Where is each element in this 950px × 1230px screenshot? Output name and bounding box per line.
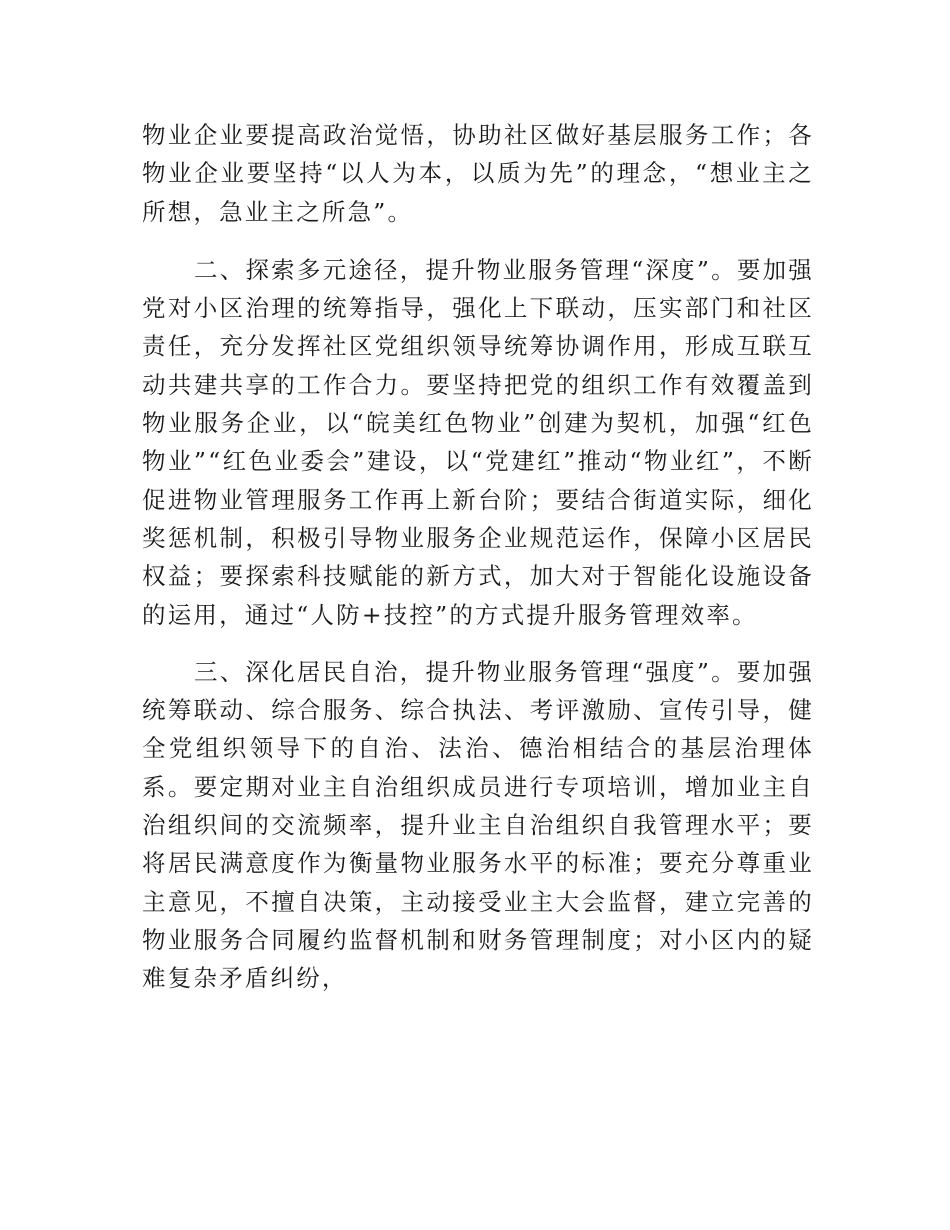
document-body <box>142 116 814 998</box>
paragraph-section-three: 三、深化居民自治，提升物业服务管理“强度”。要加强统筹联动、综合服务、综合执法、考评激励、宣传引导，健全党组织领导下的自治、法治、德治相结合的基层治理体系。要定期对业主自治组织成员进行专项培训，增加业主自治组织间的交流频率，提升业主自治组织自我管理水平；要将居民满意度作为衡量物业服务水平的标准；要充分尊重业主意见，不擅自决策，主动接受业主大会监督，建立完善的物业服务合同履约监督机制和财务管理制度；对小区内的疑难复杂矛盾纠纷， <box>142 657 814 993</box>
paragraph-intro-continued: 物业企业要提高政治觉悟，协助社区做好基层服务工作；各物业企业要坚持“以人为本，以质为先”的理念，“想业主之所想，急业主之所急”。 <box>142 121 814 226</box>
paragraph-section-two: 二、探索多元途径，提升物业服务管理“深度”。要加强党对小区治理的统筹指导，强化上下联动，压实部门和社区责任，充分发挥社区党组织领导统筹协调作用，形成互联互动共建共享的工作合力。要坚持把党的组织工作有效覆盖到物业服务企业，以“皖美红色物业”创建为契机，加强“红色物业”“红色业委会”建设，以“党建红”推动“物业红”，不断促进物业管理服务工作再上新台阶；要结合街道实际，细化奖惩机制，积极引导物业服务企业规范运作，保障小区居民权益；要探索科技赋能的新方式，加大对于智能化设施设备的运用，通过“人防+技控”的方式提升服务管理效率。 <box>142 255 814 629</box>
